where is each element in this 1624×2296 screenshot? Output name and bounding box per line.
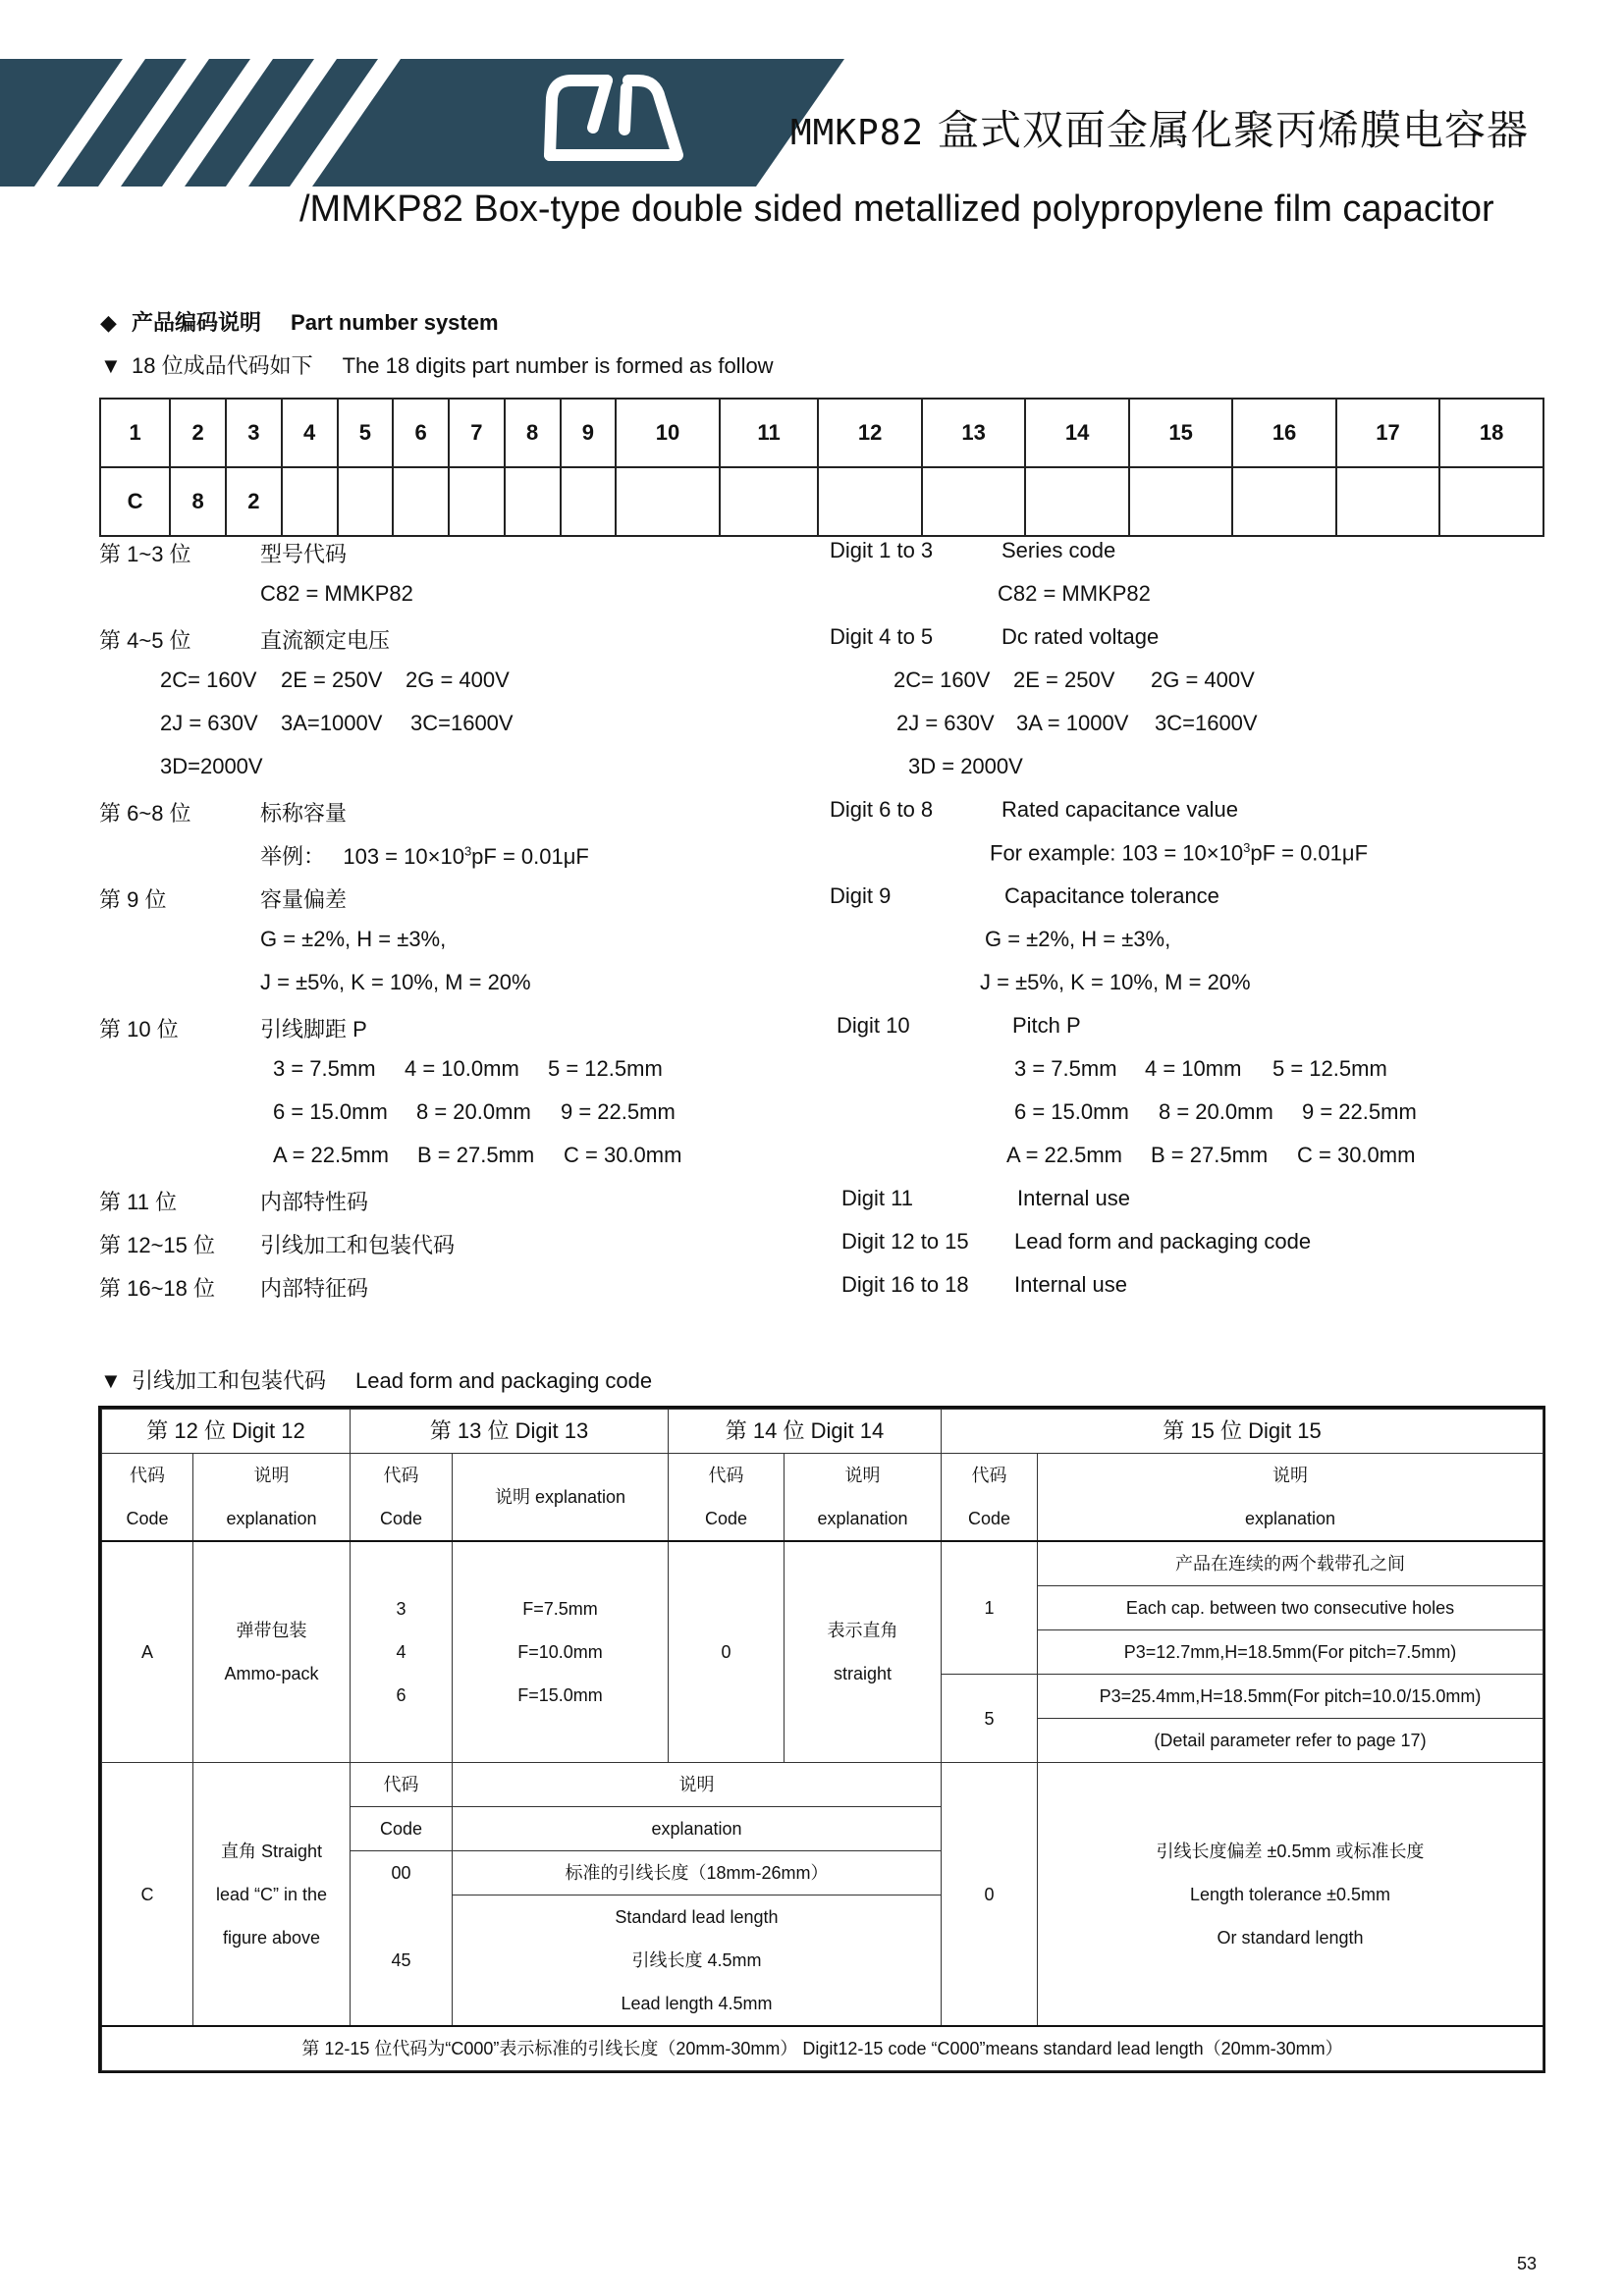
desc-name-en: Pitch P <box>1012 1013 1081 1038</box>
lead-row-c-1 <box>102 1763 1543 1807</box>
tolerance-codes: G = ±2%, H = ±3%, <box>260 927 447 951</box>
desc-name-en: Capacitance tolerance <box>1004 883 1219 908</box>
pitch-value-7-5: F=7.5mm <box>522 1599 598 1619</box>
page-number: 53 <box>1517 2254 1538 2273</box>
desc-name-cn: 引线加工和包装代码 <box>260 1233 456 1257</box>
digit-value <box>1439 467 1543 536</box>
desc-pos-en: Digit 4 to 5 <box>830 624 934 649</box>
pitch-code: 3 = 7.5mm <box>273 1056 376 1081</box>
desc-name-en: Dc rated voltage <box>1001 624 1160 649</box>
example-result: pF = 0.01μF <box>471 844 589 869</box>
example-label: For example: <box>990 840 1116 866</box>
lead-row-a-1 <box>102 1541 1543 1586</box>
digit-value <box>818 467 921 536</box>
length-tolerance-cn: 引线长度偏差 ±0.5mm 或标准长度 <box>1156 1841 1425 1861</box>
voltage-code: 2J = 630V <box>160 711 258 735</box>
model-name: MMKP82 <box>790 113 925 153</box>
lead-table-header-row <box>102 1410 1543 1454</box>
straight-lead-line1: 直角 Straight <box>220 1841 323 1861</box>
example-exponent: 3 <box>1243 840 1251 855</box>
standard-lead-length-en: Standard lead length <box>453 1896 942 1940</box>
desc-name-cn: 标称容量 <box>260 801 348 826</box>
pitch-code: 3 = 7.5mm <box>1014 1056 1117 1081</box>
code-label-cn: 代码 <box>708 1466 744 1485</box>
tolerance-codes: G = ±2%, H = ±3%, <box>985 927 1171 951</box>
code-label-en: Code <box>704 1509 748 1528</box>
header-digit14: 第 14 位 Digit 14 <box>669 1410 942 1454</box>
voltage-code: 2E = 250V <box>1013 667 1115 692</box>
pitch-code: 8 = 20.0mm <box>416 1099 531 1124</box>
lead-length-code-00: 00 <box>351 1851 453 1940</box>
tolerance-codes: J = ±5%, K = 10%, M = 20% <box>980 970 1251 994</box>
c-explanation-label-en: explanation <box>453 1807 942 1851</box>
digit-value <box>338 467 394 536</box>
section2-title-cn: 18 位成品代码如下 <box>132 353 313 378</box>
header-digit12: 第 12 位 Digit 12 <box>102 1410 351 1454</box>
digit-value <box>1025 467 1128 536</box>
digit-table <box>99 398 1544 537</box>
digit-value <box>561 467 617 536</box>
lead-length-4-5-cn: 引线长度 4.5mm <box>453 1939 942 1982</box>
digit-position: 14 <box>1025 399 1128 467</box>
lead-form-table-frame <box>98 1406 1545 2073</box>
pitch-code-6: 6 <box>396 1685 406 1705</box>
lead-length-4-5-en: Lead length 4.5mm <box>453 1982 942 2026</box>
section1-title-cn: 产品编码说明 <box>132 310 262 335</box>
standard-lead-length-cn: 标准的引线长度（18mm-26mm） <box>453 1851 942 1896</box>
digit15-code-1: 1 <box>942 1541 1038 1675</box>
triangle-bullet-icon: ▼ <box>100 353 122 378</box>
code-c: C <box>102 1763 193 2027</box>
digit-position: 6 <box>393 399 449 467</box>
voltage-code: 2J = 630V <box>896 711 995 735</box>
pitch-codes <box>351 1541 453 1763</box>
pitch-code: 5 = 12.5mm <box>548 1056 663 1081</box>
lead-form-table <box>101 1409 1543 2071</box>
desc-value-en: C82 = MMKP82 <box>998 581 1151 606</box>
standard-length-en: Or standard length <box>1217 1927 1364 1948</box>
header-digit13: 第 13 位 Digit 13 <box>351 1410 669 1454</box>
pitch-code: B = 27.5mm <box>1151 1143 1269 1167</box>
title-cn <box>790 98 1529 157</box>
subheader-explanation <box>1038 1454 1543 1542</box>
pitch-code: 8 = 20.0mm <box>1159 1099 1273 1124</box>
digit-value <box>282 467 338 536</box>
desc-value-cn: C82 = MMKP82 <box>260 581 413 606</box>
desc-name-cn: 引线脚距 P <box>260 1017 367 1041</box>
digit-position: 18 <box>1439 399 1543 467</box>
code-label-cn: 代码 <box>383 1466 419 1485</box>
desc-name-en: Internal use <box>1017 1186 1130 1210</box>
section-part-number-system <box>100 306 499 337</box>
pitch-code: 6 = 15.0mm <box>273 1099 388 1124</box>
digit14-code-0: 0 <box>669 1541 785 1763</box>
digit-value <box>720 467 819 536</box>
straight-en: straight <box>833 1664 893 1683</box>
desc-pos-en: Digit 16 to 18 <box>841 1272 969 1297</box>
digit-position: 7 <box>449 399 505 467</box>
ammo-pack-cn: 弹带包装 <box>236 1621 307 1640</box>
desc-pos-en: Digit 9 <box>830 883 892 908</box>
pitch-code: C = 30.0mm <box>1297 1143 1416 1167</box>
section3-title-en: Lead form and packaging code <box>355 1368 653 1393</box>
voltage-code: 3C=1600V <box>410 711 514 735</box>
digit15-desc-p3-25-4: P3=25.4mm,H=18.5mm(For pitch=10.0/15.0mm) <box>1038 1675 1543 1719</box>
straight-lead-explanation <box>193 1763 351 2027</box>
digit-position: 16 <box>1232 399 1335 467</box>
digit-position: 5 <box>338 399 394 467</box>
section2-title-en: The 18 digits part number is formed as follow <box>342 353 774 378</box>
digit-position: 1 <box>100 399 170 467</box>
example-label: 举例： <box>260 844 326 869</box>
desc-name-en: Rated capacitance value <box>1001 797 1238 822</box>
lead-length-code-45: 45 <box>351 1939 453 2026</box>
subheader-explanation <box>785 1454 942 1542</box>
example-formula: 103 = 10×10 <box>1121 840 1244 866</box>
desc-pos-cn: 第 12~15 位 <box>99 1233 216 1257</box>
digit-position: 17 <box>1336 399 1439 467</box>
digit-value <box>616 467 719 536</box>
digit14-explanation <box>785 1541 942 1763</box>
c000-note: 第 12-15 位代码为“C000”表示标准的引线长度（20mm-30mm） Digit12-15 code “C000”means standard lead length（20mm-30mm） <box>102 2026 1543 2071</box>
digit-value-row <box>100 467 1543 536</box>
voltage-code: 2C= 160V <box>160 667 257 692</box>
tolerance-codes: J = ±5%, K = 10%, M = 20% <box>260 970 531 994</box>
digit-value <box>505 467 561 536</box>
digit-position: 4 <box>282 399 338 467</box>
example-result: pF = 0.01μF <box>1250 840 1369 866</box>
length-tolerance-en: Length tolerance ±0.5mm <box>1190 1884 1390 1904</box>
digit-position: 13 <box>922 399 1025 467</box>
desc-name-en: Internal use <box>1014 1272 1127 1297</box>
ammo-pack-explanation <box>193 1541 351 1763</box>
code-label-en: Code <box>379 1509 423 1528</box>
voltage-code: 3D=2000V <box>160 754 263 778</box>
desc-name-cn: 直流额定电压 <box>260 628 391 653</box>
digit-position: 9 <box>561 399 617 467</box>
code-label-cn: 代码 <box>130 1466 165 1485</box>
digit-value: 2 <box>226 467 282 536</box>
example-exponent: 3 <box>463 843 472 859</box>
pitch-code: 5 = 12.5mm <box>1272 1056 1387 1081</box>
c-explanation-label-cn: 说明 <box>453 1763 942 1807</box>
ammo-pack-en: Ammo-pack <box>224 1664 319 1683</box>
explanation-label-cn: 说明 <box>253 1466 290 1485</box>
digit-position-row <box>100 399 1543 467</box>
digit15-desc-cn: 产品在连续的两个载带孔之间 <box>1038 1541 1543 1586</box>
subheader-code <box>942 1454 1038 1542</box>
desc-pos-cn: 第 10 位 <box>99 1017 179 1041</box>
c-digit15-code-0: 0 <box>942 1763 1038 2027</box>
desc-name-en: Lead form and packaging code <box>1014 1229 1312 1254</box>
desc-pos-cn: 第 9 位 <box>99 887 167 912</box>
digit-value <box>393 467 449 536</box>
digit-value <box>1129 467 1232 536</box>
subheader-code <box>102 1454 193 1542</box>
voltage-code: 3A = 1000V <box>1016 711 1129 735</box>
desc-pos-cn: 第 6~8 位 <box>99 801 191 826</box>
voltage-code: 2C= 160V <box>893 667 991 692</box>
desc-pos-cn: 第 4~5 位 <box>99 628 191 653</box>
desc-name-cn: 内部特性码 <box>260 1190 369 1214</box>
code-a: A <box>102 1541 193 1763</box>
digit-position: 15 <box>1129 399 1232 467</box>
straight-cn: 表示直角 <box>827 1621 898 1640</box>
desc-name-cn: 内部特征码 <box>260 1276 369 1301</box>
section-18-digits <box>100 349 774 380</box>
digit-value <box>449 467 505 536</box>
desc-pos-cn: 第 11 位 <box>99 1190 178 1214</box>
straight-lead-line3: figure above <box>222 1927 321 1948</box>
voltage-code: 2G = 400V <box>406 667 510 692</box>
digit-value <box>1336 467 1439 536</box>
pitch-code: 4 = 10.0mm <box>405 1056 519 1081</box>
explanation-label-en: explanation <box>817 1509 908 1528</box>
desc-name-en: Series code <box>1001 538 1116 562</box>
digit15-code-5: 5 <box>942 1675 1038 1763</box>
digit-value <box>922 467 1025 536</box>
pitch-values <box>453 1541 669 1763</box>
digit15-desc-en: Each cap. between two consecutive holes <box>1038 1586 1543 1630</box>
pitch-code: 4 = 10mm <box>1145 1056 1242 1081</box>
voltage-code: 2G = 400V <box>1151 667 1255 692</box>
explanation-label-cn: 说明 <box>844 1466 881 1485</box>
voltage-code: 2E = 250V <box>281 667 383 692</box>
desc-name-cn: 型号代码 <box>260 542 348 566</box>
digit-position: 11 <box>720 399 819 467</box>
capacitance-example-cn <box>260 840 589 871</box>
title-cn-text: 盒式双面金属化聚丙烯膜电容器 <box>938 106 1530 154</box>
desc-pos-en: Digit 1 to 3 <box>830 538 934 562</box>
voltage-code: 3D = 2000V <box>908 754 1023 778</box>
pitch-code-4: 4 <box>396 1642 406 1662</box>
example-formula: 103 = 10×10 <box>343 844 464 869</box>
desc-pos-en: Digit 6 to 8 <box>830 797 934 822</box>
c-digit15-explanation <box>1038 1763 1543 2027</box>
subheader-code <box>669 1454 785 1542</box>
pitch-code-3: 3 <box>396 1599 406 1619</box>
lead-table-footer-row <box>102 2026 1543 2071</box>
title-en: /MMKP82 Box-type double sided metallized polypropylene film capacitor <box>299 188 1494 230</box>
subheader-explanation: 说明 explanation <box>453 1454 669 1542</box>
c-code-label-cn: 代码 <box>351 1763 453 1807</box>
voltage-code: 3A=1000V <box>281 711 383 735</box>
desc-pos-cn: 第 1~3 位 <box>99 542 191 566</box>
straight-lead-line2: lead “C” in the <box>215 1884 328 1904</box>
pitch-code: 9 = 22.5mm <box>561 1099 676 1124</box>
digit-position: 12 <box>818 399 921 467</box>
digit-value <box>1232 467 1335 536</box>
voltage-code: 3C=1600V <box>1155 711 1258 735</box>
subheader-explanation <box>193 1454 351 1542</box>
pitch-code: A = 22.5mm <box>273 1143 390 1167</box>
desc-name-cn: 容量偏差 <box>260 887 348 912</box>
digit-position: 2 <box>170 399 226 467</box>
desc-pos-cn: 第 16~18 位 <box>99 1276 216 1301</box>
desc-pos-en: Digit 11 <box>841 1186 913 1210</box>
section3-title-cn: 引线加工和包装代码 <box>132 1368 327 1393</box>
pitch-code: B = 27.5mm <box>417 1143 535 1167</box>
explanation-label-en: explanation <box>1244 1509 1336 1528</box>
digit-value: C <box>100 467 170 536</box>
explanation-label-cn: 说明 <box>1272 1466 1308 1485</box>
pitch-value-10: F=10.0mm <box>517 1642 603 1662</box>
triangle-bullet-icon: ▼ <box>100 1368 122 1393</box>
desc-pos-en: Digit 10 <box>837 1013 910 1038</box>
pitch-value-15: F=15.0mm <box>517 1685 603 1705</box>
digit-position: 3 <box>226 399 282 467</box>
capacitance-example-en <box>990 840 1368 866</box>
desc-pos-en: Digit 12 to 15 <box>841 1229 969 1254</box>
pitch-code: C = 30.0mm <box>564 1143 682 1167</box>
code-label-cn: 代码 <box>971 1466 1007 1485</box>
pitch-code: A = 22.5mm <box>1006 1143 1123 1167</box>
digit-position: 10 <box>616 399 719 467</box>
digit15-desc-p3-12-7: P3=12.7mm,H=18.5mm(For pitch=7.5mm) <box>1038 1630 1543 1675</box>
diamond-bullet-icon: ◆ <box>100 310 117 335</box>
code-label-en: Code <box>967 1509 1011 1528</box>
header-banner <box>0 59 844 187</box>
section1-title-en: Part number system <box>291 310 499 335</box>
digit-value: 8 <box>170 467 226 536</box>
pitch-code: 9 = 22.5mm <box>1302 1099 1417 1124</box>
header-digit15: 第 15 位 Digit 15 <box>942 1410 1543 1454</box>
c-code-label-en: Code <box>351 1807 453 1851</box>
digit15-desc-detail-ref: (Detail parameter refer to page 17) <box>1038 1719 1543 1763</box>
code-label-en: Code <box>126 1509 169 1528</box>
section-lead-form <box>100 1364 652 1395</box>
explanation-label-en: explanation <box>226 1509 317 1528</box>
pitch-code: 6 = 15.0mm <box>1014 1099 1129 1124</box>
digit-position: 8 <box>505 399 561 467</box>
subheader-code <box>351 1454 453 1542</box>
